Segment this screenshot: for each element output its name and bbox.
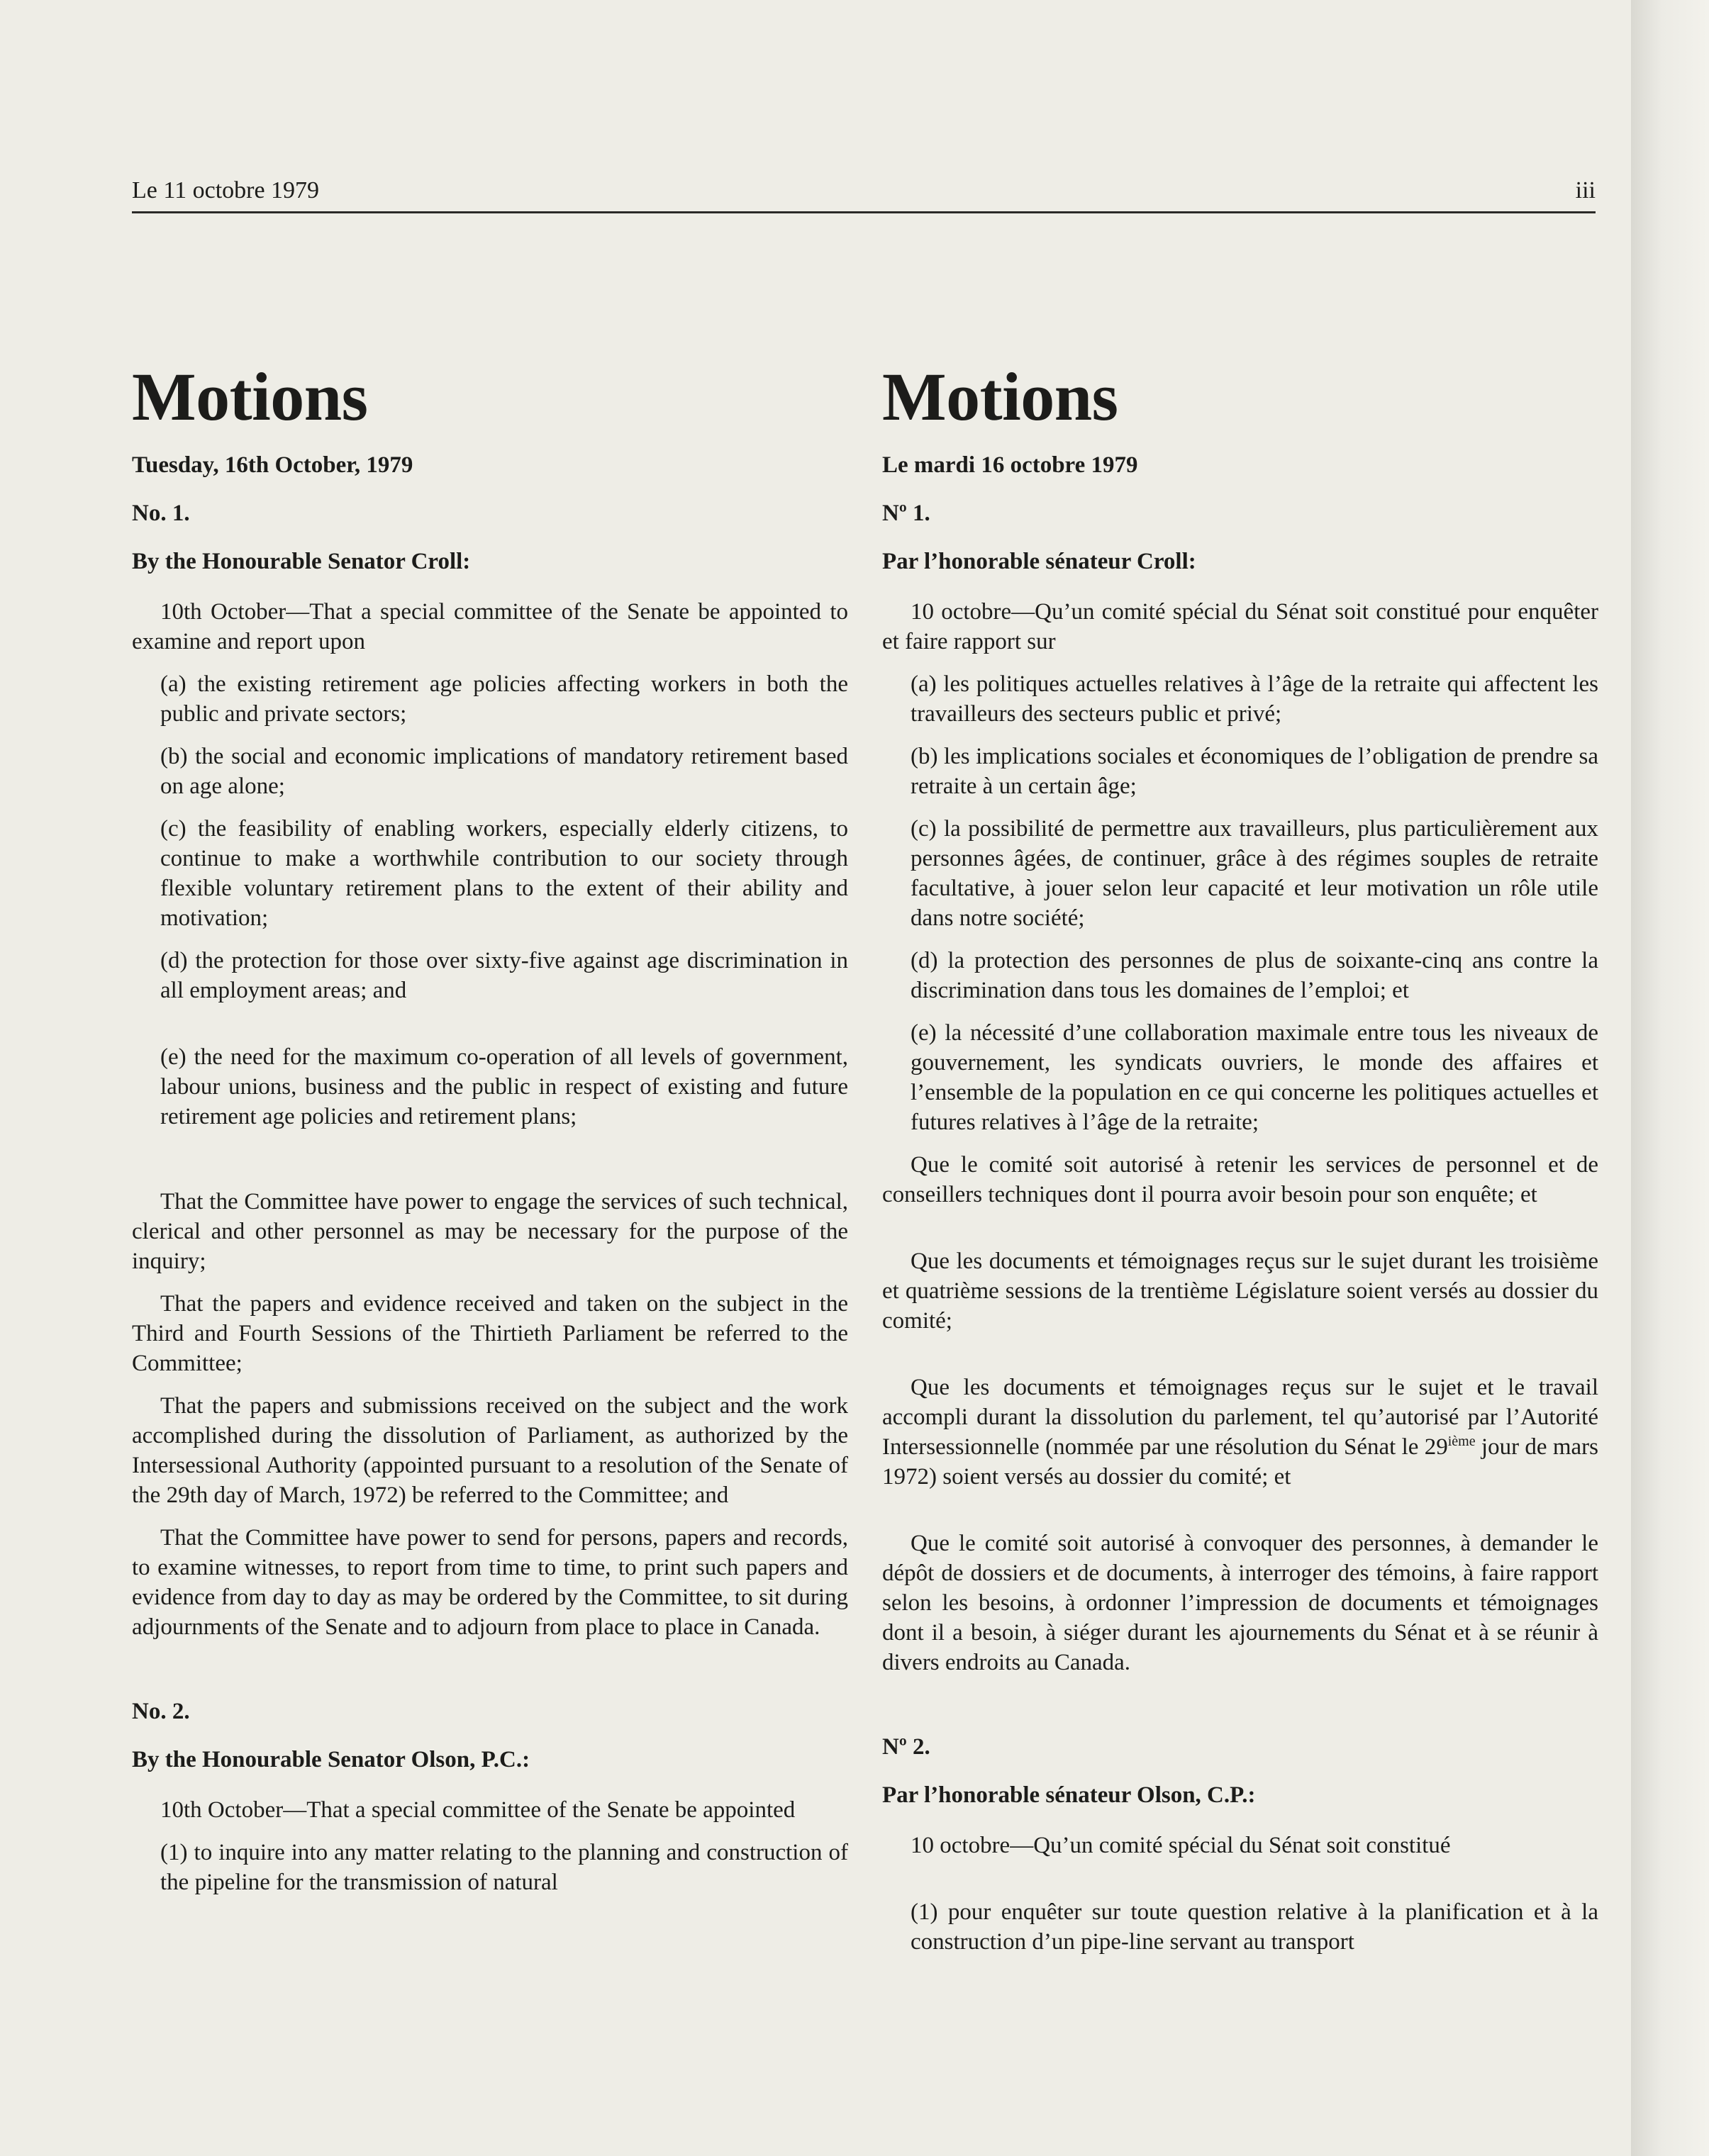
motion-1-number-en: No. 1. [132, 501, 190, 526]
section-title-en: Motions [132, 359, 368, 435]
motion-1-item-c-fr: (c) la possibilité de permettre aux travailleurs, plus particulièrement aux personnes âgées, de continuer, grâce à des régimes souples de retraite facultative, à jouer selon leur capacité et leur motivation un rôle utile dans notre société; [911, 816, 1598, 931]
spacer [132, 1018, 848, 1042]
running-header [132, 177, 1596, 211]
motion-1-para-1-fr: Que le comité soit autorisé à retenir les services de personnel et de conseillers techniques dont il pourra avoir besoin pour son enquête; et [882, 1152, 1598, 1207]
section-title-fr: Motions [882, 359, 1118, 435]
spacer [882, 1873, 1598, 1897]
motion-2-intro-fr: 10 octobre—Qu’un comité spécial du Sénat soit constitué [911, 1833, 1451, 1858]
spacer [882, 1222, 1598, 1246]
french-column [882, 359, 1598, 1970]
motion-1-sponsor-en: By the Honourable Senator Croll: [132, 549, 471, 574]
spacer [882, 1504, 1598, 1529]
motion-1-para-4-en: That the Committee have power to send for persons, papers and records, to examine witnesses, to report from time to time, to print such papers and evidence from day to day as may be ordered by the Committee, to sit during adjournments of the Senate and to adjourn from place to place in Canada. [132, 1525, 848, 1640]
motion-1-item-c-en: (c) the feasibility of enabling workers, especially elderly citizens, to continue to make a worthwhile contribution to our society through flexible voluntary retirement plans to the extent of their ability and motivation; [160, 816, 848, 931]
motion-1-item-a-fr: (a) les politiques actuelles relatives à l’âge de la retraite qui affectent les travailleurs des secteurs public et privé; [911, 671, 1598, 727]
motion-1-intro-en: 10th October—That a special committee of the Senate be appointed to examine and report upon [132, 599, 848, 654]
motion-1-para-2-en: That the papers and evidence received and taken on the subject in the Third and Fourth Sessions of the Thirtieth Parliament be referred to the Committee; [132, 1291, 848, 1376]
motion-1-item-d-en: (d) the protection for those over sixty-five against age discrimination in all employment areas; and [160, 948, 848, 1003]
motion-2-sponsor-fr: Par l’honorable sénateur Olson, C.P.: [882, 1782, 1256, 1808]
motion-1-sponsor-fr: Par l’honorable sénateur Croll: [882, 549, 1196, 574]
motion-2-sponsor-en: By the Honourable Senator Olson, P.C.: [132, 1747, 530, 1772]
motion-2-item-1-fr: (1) pour enquêter sur toute question relative à la planification et à la construction d’un pipe-line servant au transport [911, 1899, 1598, 1955]
motion-2-number-en: No. 2. [132, 1699, 190, 1724]
sitting-date-fr: Le mardi 16 octobre 1979 [882, 452, 1138, 478]
motion-1-para-2-fr: Que les documents et témoignages reçus sur le sujet durant les troisième et quatrième sessions de la trentième Législature soient versés au dossier du comité; [882, 1249, 1598, 1334]
motion-1-intro-fr: 10 octobre—Qu’un comité spécial du Sénat soit constitué pour enquêter et faire rapport sur [882, 599, 1598, 654]
motion-1-number-fr: Nº 1. [882, 501, 930, 526]
page-number: iii [1575, 177, 1596, 203]
motion-2-intro-en: 10th October—That a special committee of the Senate be appointed [160, 1797, 796, 1823]
spacer [132, 1655, 848, 1697]
motion-1-para-3-fr [882, 1373, 1598, 1492]
motion-1-para-1-en: That the Committee have power to engage the services of such technical, clerical and other personnel as may be necessary for the purpose of the inquiry; [132, 1189, 848, 1274]
english-column [132, 359, 848, 1910]
binding-edge [1631, 0, 1709, 2156]
spacer [882, 1348, 1598, 1373]
motion-1-para-4-fr: Que le comité soit autorisé à convoquer des personnes, à demander le dépôt de dossiers et de documents, à interroger des témoins, à faire rapport selon les besoins, à ordonner l’impression de documents et témoignages dont il a besoin, à siéger durant les ajournements du Sénat et à se réunir à divers endroits au Canada. [882, 1531, 1598, 1675]
sitting-date-en: Tuesday, 16th October, 1979 [132, 452, 413, 478]
motion-2-item-1-en: (1) to inquire into any matter relating to the planning and construction of the pipeline for the transmission of natural [160, 1840, 848, 1895]
ordinal-suffix: ième [1447, 1434, 1476, 1449]
para-3-text-b: jour de mars 1972) soient versés au dossier du comité; et [882, 1434, 1598, 1490]
motion-1-item-b-en: (b) the social and economic implications of mandatory retirement based on age alone; [160, 744, 848, 799]
header-rule [132, 211, 1596, 213]
motion-2-number-fr: Nº 2. [882, 1734, 930, 1760]
spacer [882, 1690, 1598, 1733]
motion-1-item-a-en: (a) the existing retirement age policies affecting workers in both the public and private sectors; [160, 671, 848, 727]
motion-1-item-e-fr: (e) la nécessité d’une collaboration maximale entre tous les niveaux de gouvernement, les syndicats ouvriers, le monde des affaires et l’ensemble de la population en ce qui concerne les politiques actuelles et futures relatives à l’âge de la retraite; [911, 1020, 1598, 1135]
spacer [132, 1144, 848, 1187]
motion-1-item-d-fr: (d) la protection des personnes de plus de soixante-cinq ans contre la discrimination dans tous les domaines de l’emploi; et [911, 948, 1598, 1003]
para-3-text-a: Que les documents et témoignages reçus sur le sujet et le travail accompli durant la dissolution du parlement, tel qu’autorisé par l’Autorité Intersessionnelle (nommée par une résolution du Sénat le 29 [882, 1375, 1598, 1460]
header-date: Le 11 octobre 1979 [132, 177, 320, 203]
motion-1-item-b-fr: (b) les implications sociales et économiques de l’obligation de prendre sa retraite à un certain âge; [911, 744, 1598, 799]
motion-1-item-e-en: (e) the need for the maximum co-operation of all levels of government, labour unions, business and the public in respect of existing and future retirement age policies and retirement plans; [160, 1044, 848, 1129]
motion-1-para-3-en: That the papers and submissions received on the subject and the work accomplished during the dissolution of Parliament, as authorized by the Intersessional Authority (appointed pursuant to a resolution of the Senate of the 29th day of March, 1972) be referred to the Committee; and [132, 1393, 848, 1508]
